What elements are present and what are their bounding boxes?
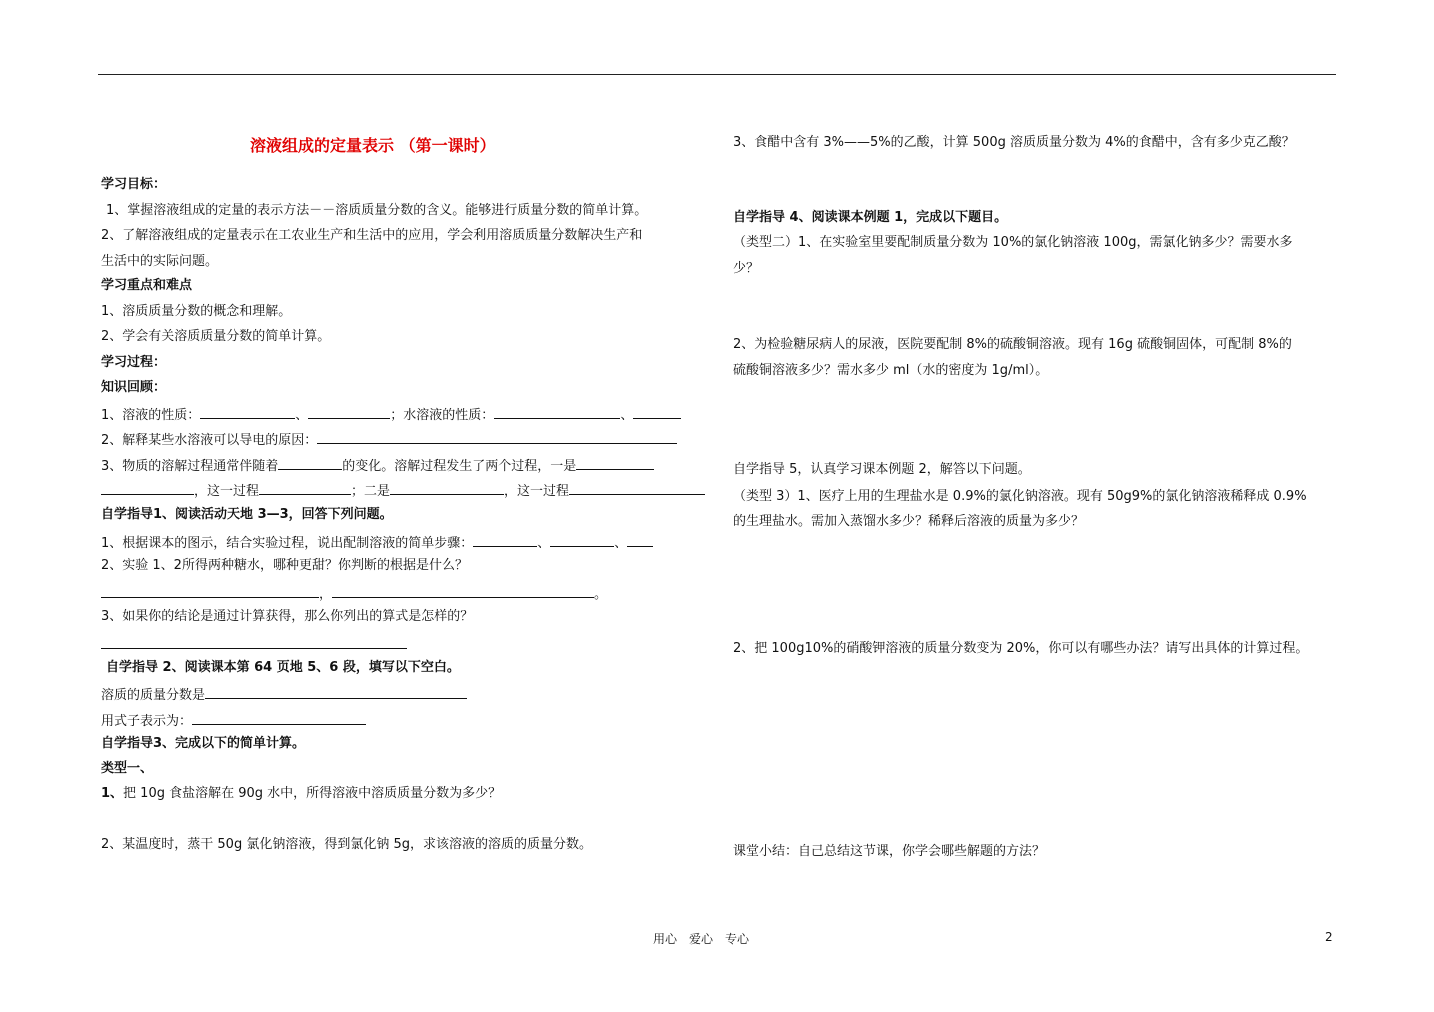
answer-blank[interactable] <box>278 456 342 470</box>
answer-blank[interactable] <box>494 405 620 419</box>
guide-2-line-1: 溶质的质量分数是 <box>101 685 467 704</box>
guide-5-heading: 自学指导 5，认真学习课本例题 2，解答以下问题。 <box>733 462 1031 477</box>
type-2-question-2b: 硫酸铜溶液多少？需水多少 ml（水的密度为 1g/ml）。 <box>733 363 1049 378</box>
answer-blank[interactable] <box>101 647 407 649</box>
review-question-3: 3、物质的溶解过程通常伴随着 的变化。溶解过程发生了两个过程，一是 <box>101 456 654 475</box>
answer-blank[interactable] <box>576 456 654 470</box>
class-summary: 课堂小结：自己总结这节课，你学会哪些解题的方法？ <box>733 844 1046 859</box>
guide-1-question-3: 3、如果你的结论是通过计算获得，那么你列出的算式是怎样的？ <box>101 609 474 624</box>
answer-blank[interactable] <box>473 533 537 547</box>
footer-motto: 用心 爱心 专心 <box>653 932 750 946</box>
question-3-vinegar: 3、食醋中含有 3%——5%的乙酸，计算 500g 溶质质量分数为 4%的食醋中，含有多少克乙酸？ <box>733 135 1295 150</box>
key-points-heading: 学习重点和难点 <box>101 278 193 293</box>
type-1-heading: 类型一、 <box>101 761 154 776</box>
guide-1-question-1: 1、根据课本的图示，结合实验过程，说出配制溶液的简单步骤： 、 、 <box>101 533 653 552</box>
key-point-1: 1、溶质质量分数的概念和理解。 <box>101 304 292 319</box>
answer-blank[interactable] <box>633 405 681 419</box>
guide-3-heading: 自学指导3、完成以下的简单计算。 <box>101 736 306 751</box>
process-heading: 学习过程： <box>101 355 167 370</box>
guide-1-question-2: 2、实验 1、2所得两种糖水，哪种更甜？你判断的根据是什么？ <box>101 558 468 573</box>
answer-blank[interactable] <box>308 405 390 419</box>
answer-blank[interactable] <box>317 430 677 444</box>
type-2-question-2a: 2、为检验糖尿病人的尿液，医院要配制 8%的硫酸铜溶液。现有 16g 硫酸铜固体，可配制 8%的 <box>733 337 1292 352</box>
type-2-question-1b: 少？ <box>733 261 760 276</box>
type-3-question-2: 2、把 100g10%的硝酸钾溶液的质量分数变为 20%，你可以有哪些办法？请写出具体的计算过程。 <box>733 641 1309 656</box>
review-question-3-cont: ，这一过程 ；二是 ，这一过程 <box>101 481 705 500</box>
type-3-question-1a: （类型 3）1、医疗上用的生理盐水是 0.9%的氯化钠溶液。现有 50g9%的氯化钠溶液稀释成 0.9% <box>733 489 1307 504</box>
key-point-2: 2、学会有关溶质质量分数的简单计算。 <box>101 329 331 344</box>
guide-1-heading: 自学指导1、阅读活动天地 3—3，回答下列问题。 <box>101 507 393 522</box>
review-question-2: 2、解释某些水溶液可以导电的原因： <box>101 430 677 449</box>
type-1-question-2: 2、某温度时，蒸干 50g 氯化钠溶液，得到氯化钠 5g，求该溶液的溶质的质量分数。 <box>101 837 592 852</box>
review-question-1: 1、溶液的性质： 、 ；水溶液的性质： 、 <box>101 405 681 424</box>
guide-1-question-2-answer: ， 。 <box>101 584 607 603</box>
answer-blank[interactable] <box>332 584 594 598</box>
answer-blank[interactable] <box>259 481 351 495</box>
guide-2-heading: 自学指导 2、阅读课本第 64 页地 5、6 段，填写以下空白。 <box>106 660 460 675</box>
objectives-heading: 学习目标： <box>101 177 167 192</box>
answer-blank[interactable] <box>627 533 653 547</box>
page-number: 2 <box>1325 930 1333 944</box>
answer-blank[interactable] <box>101 584 319 598</box>
review-1-label: 1、溶液的性质： <box>101 408 201 423</box>
answer-blank[interactable] <box>101 481 194 495</box>
guide-4-heading: 自学指导 4、阅读课本例题 1，完成以下题目。 <box>733 210 1008 225</box>
type-3-question-1b: 的生理盐水。需加入蒸馏水多少？稀释后溶液的质量为多少？ <box>733 514 1085 529</box>
objective-2a: 2、了解溶液组成的定量表示在工农业生产和生活中的应用，学会利用溶质质量分数解决生产和 <box>101 228 643 243</box>
type-1-question-1: 1、把 10g 食盐溶解在 90g 水中，所得溶液中溶质质量分数为多少？ <box>101 786 502 801</box>
review-heading: 知识回顾： <box>101 380 167 395</box>
worksheet-title: 溶液组成的定量表示 （第一课时） <box>250 136 496 155</box>
header-rule <box>98 74 1336 75</box>
answer-blank[interactable] <box>192 711 366 725</box>
answer-blank[interactable] <box>390 481 504 495</box>
answer-blank[interactable] <box>550 533 614 547</box>
answer-blank[interactable] <box>205 685 467 699</box>
objective-1: 1、掌握溶液组成的定量的表示方法－－溶质质量分数的含义。能够进行质量分数的简单计算。 <box>106 203 648 218</box>
objective-2b: 生活中的实际问题。 <box>101 254 219 269</box>
guide-2-line-2: 用式子表示为： <box>101 711 366 730</box>
answer-blank[interactable] <box>200 405 295 419</box>
answer-blank[interactable] <box>569 481 705 495</box>
type-2-question-1a: （类型二）1、在实验室里要配制质量分数为 10%的氯化钠溶液 100g，需氯化钠多少？需要水多 <box>733 235 1293 250</box>
